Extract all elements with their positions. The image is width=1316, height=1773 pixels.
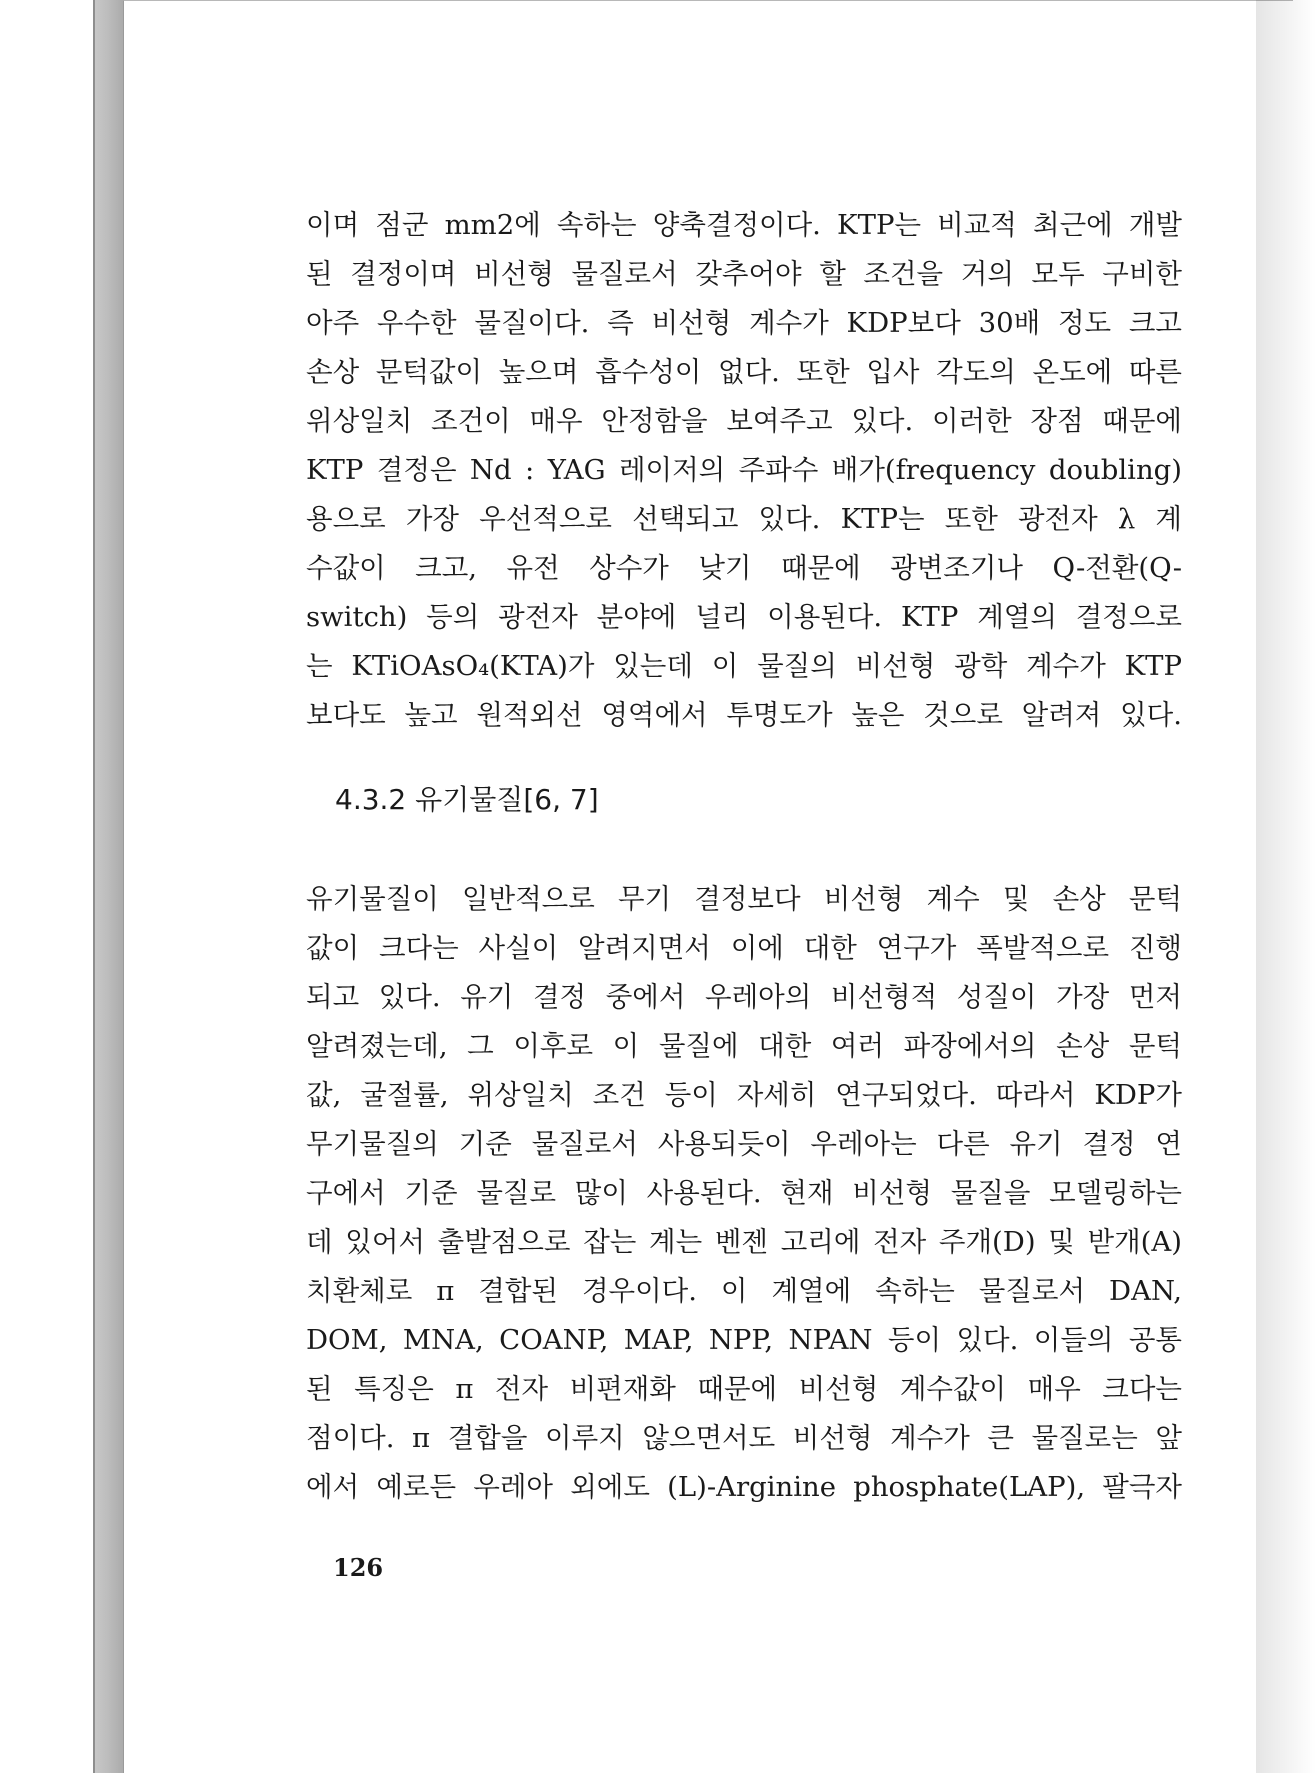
text-line: DOM, MNA, COANP, MAP, NPP, NPAN 등이 있다. 이들의 공통	[306, 1324, 1182, 1356]
text-line: 무기물질의 기준 물질로서 사용되듯이 우레아는 다른 유기 결정 연	[306, 1128, 1182, 1160]
text-line: 용으로 가장 우선적으로 선택되고 있다. KTP는 또한 광전자 λ 계	[306, 503, 1182, 535]
text-line: 되고 있다. 유기 결정 중에서 우레아의 비선형적 성질이 가장 먼저	[306, 981, 1182, 1013]
text-line: 값이 크다는 사실이 알려지면서 이에 대한 연구가 폭발적으로 진행	[306, 932, 1182, 964]
text-line: 손상 문턱값이 높으며 흡수성이 없다. 또한 입사 각도의 온도에 따른	[306, 356, 1182, 388]
text-line: 유기물질이 일반적으로 무기 결정보다 비선형 계수 및 손상 문턱	[306, 883, 1182, 915]
text-line: 는 KTiOAsO₄(KTA)가 있는데 이 물질의 비선형 광학 계수가 KTP	[306, 650, 1182, 682]
text-line: KTP 결정은 Nd : YAG 레이저의 주파수 배가(frequency doubling)	[306, 454, 1182, 486]
text-line: 아주 우수한 물질이다. 즉 비선형 계수가 KDP보다 30배 정도 크고	[306, 307, 1182, 339]
paragraph-1	[306, 201, 1182, 740]
text-line: 값, 굴절률, 위상일치 조건 등이 자세히 연구되었다. 따라서 KDP가	[306, 1079, 1182, 1111]
text-line: 치환체로 π 결합된 경우이다. 이 계열에 속하는 물질로서 DAN,	[306, 1275, 1182, 1307]
text-line: 위상일치 조건이 매우 안정함을 보여주고 있다. 이러한 장점 때문에	[306, 405, 1182, 437]
spine-edge	[93, 0, 95, 1773]
book-spine	[93, 0, 125, 1773]
text-line: 알려졌는데, 그 이후로 이 물질에 대한 여러 파장에서의 손상 문턱	[306, 1030, 1182, 1062]
page-shadow	[1256, 0, 1316, 1773]
text-line: 에서 예로든 우레아 외에도 (L)-Arginine phosphate(LAP), 팔극자	[306, 1471, 1182, 1503]
text-line: 보다도 높고 원적외선 영역에서 투명도가 높은 것으로 알려져 있다.	[306, 699, 1182, 731]
text-line: 구에서 기준 물질로 많이 사용된다. 현재 비선형 물질을 모델링하는	[306, 1177, 1182, 1209]
section-heading: 4.3.2 유기물질[6, 7]	[335, 783, 599, 816]
text-line: 이며 점군 mm2에 속하는 양축결정이다. KTP는 비교적 최근에 개발	[306, 209, 1182, 241]
text-line: 된 결정이며 비선형 물질로서 갖추어야 할 조건을 거의 모두 구비한	[306, 258, 1182, 290]
text-line: switch) 등의 광전자 분야에 널리 이용된다. KTP 계열의 결정으로	[306, 601, 1182, 633]
text-line: 된 특징은 π 전자 비편재화 때문에 비선형 계수값이 매우 크다는	[306, 1373, 1182, 1405]
text-line: 점이다. π 결합을 이루지 않으면서도 비선형 계수가 큰 물질로는 앞	[306, 1422, 1182, 1454]
text-line: 수값이 크고, 유전 상수가 낮기 때문에 광변조기나 Q-전환(Q-	[306, 552, 1182, 584]
page-number: 126	[333, 1553, 384, 1582]
paragraph-2	[306, 875, 1182, 1512]
text-line: 데 있어서 출발점으로 잡는 계는 벤젠 고리에 전자 주개(D) 및 받개(A)	[306, 1226, 1182, 1258]
